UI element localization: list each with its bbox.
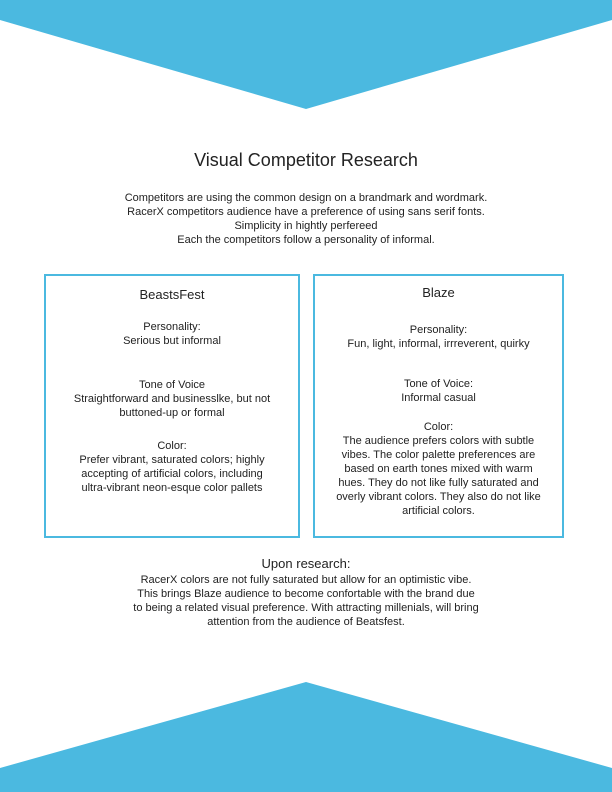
color-text: overly vibrant colors. They also do not like: [336, 491, 541, 503]
competitor-name: BeastsFest: [139, 287, 205, 302]
tone-section: [325, 377, 552, 405]
intro-paragraph: [56, 191, 556, 247]
color-section: [325, 420, 552, 518]
conclusion-line: RacerX colors are not fully saturated but allow for an optimistic vibe.: [140, 574, 472, 586]
tone-section: [56, 378, 288, 420]
color-text: ultra-vibrant neon-esque color pallets: [81, 482, 263, 494]
color-section: [56, 439, 288, 495]
tone-text: Informal casual: [401, 392, 476, 404]
competitor-card-blaze: [313, 274, 564, 538]
intro-line: Each the competitors follow a personality of informal.: [177, 234, 435, 246]
color-text: Prefer vibrant, saturated colors; highly: [79, 454, 265, 466]
intro-line: RacerX competitors audience have a preference of using sans serif fonts.: [127, 206, 485, 218]
personality-text: Serious but informal: [123, 335, 221, 347]
color-label: Color:: [423, 421, 454, 433]
tone-text: buttoned-up or formal: [119, 407, 225, 419]
color-text: based on earth tones mixed with warm: [344, 463, 533, 475]
color-text: vibes. The color palette preferences are: [341, 449, 536, 461]
personality-text: Fun, light, informal, irrreverent, quirky: [347, 338, 530, 350]
bottom-decorative-banner: [0, 682, 612, 792]
personality-label: Personality:: [409, 324, 468, 336]
color-text: hues. They do not like fully saturated and: [338, 477, 539, 489]
color-text: artificial colors.: [402, 505, 475, 517]
tone-label: Tone of Voice: [138, 379, 206, 391]
tone-label: Tone of Voice:: [403, 378, 474, 390]
competitor-card-beastsfest: [44, 274, 300, 538]
conclusion-line: attention from the audience of Beatsfest.: [207, 616, 405, 628]
intro-line: Simplicity in hightly perfereed: [234, 220, 378, 232]
top-decorative-banner: [0, 0, 612, 110]
conclusion-line: to being a related visual preference. With attracting millenials, will bring: [133, 602, 479, 614]
competitor-name: Blaze: [422, 285, 455, 300]
color-text: accepting of artificial colors, including: [81, 468, 263, 480]
research-conclusion: [56, 555, 556, 629]
page-title: Visual Competitor Research: [194, 150, 418, 170]
personality-section: [325, 323, 552, 351]
intro-line: Competitors are using the common design on a brandmark and wordmark.: [124, 192, 488, 204]
conclusion-heading: Upon research:: [261, 556, 351, 571]
conclusion-line: This brings Blaze audience to become confortable with the brand due: [137, 588, 475, 600]
color-text: The audience prefers colors with subtle: [342, 435, 535, 447]
color-label: Color:: [157, 440, 187, 452]
personality-label: Personality:: [143, 321, 201, 333]
tone-text: Straightforward and businesslke, but not: [73, 393, 271, 405]
personality-section: [56, 320, 288, 348]
